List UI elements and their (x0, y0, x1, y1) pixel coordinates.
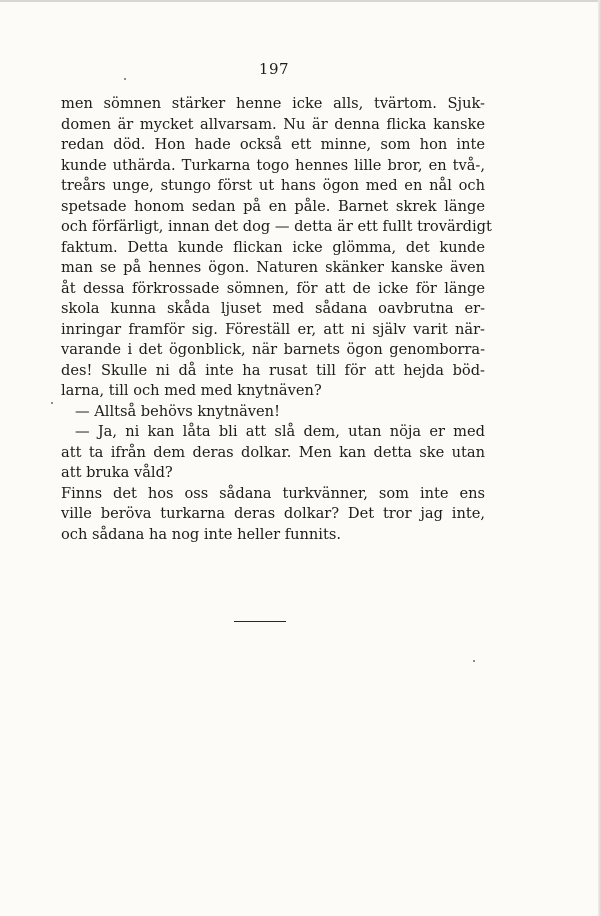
page-top-edge (0, 0, 601, 2)
text-line: men sömnen stärker henne icke alls, tvärtom. Sjuk- (61, 95, 485, 112)
text-line: treårs unge, stungo först ut hans ögon med en nål och (61, 177, 485, 194)
page-number: 197 (258, 60, 290, 78)
text-line: des! Skulle ni då inte ha rusat till för att hejda böd- (61, 361, 485, 379)
section-end-rule (234, 621, 286, 622)
text-line: domen är mycket allvarsam. Nu är denna flicka kanske (61, 115, 485, 133)
text-line: inringar framför sig. Föreställ er, att ni själv varit när- (61, 320, 485, 338)
paper-speck (473, 660, 475, 662)
text-line: redan död. Hon hade också ett minne, som hon inte (61, 136, 485, 153)
paper-speck (51, 402, 53, 404)
text-line: kunde uthärda. Turkarna togo hennes lille bror, en två-, (61, 156, 485, 174)
text-line: att bruka våld? (61, 464, 173, 481)
text-line: åt dessa förkrossade sömnen, för att de icke för länge (61, 279, 485, 297)
text-line: att ta ifrån dem deras dolkar. Men kan detta ske utan (61, 443, 485, 461)
dialogue-line: — Alltså behövs knytnäven! (75, 402, 280, 420)
text-line: ville beröva turkarna deras dolkar? Det tror jag inte, (61, 505, 485, 522)
text-line: Finns det hos oss sådana turkvänner, som inte ens (61, 484, 485, 502)
body-text (61, 94, 492, 545)
text-line: varande i det ögonblick, när barnets ögon genomborra- (61, 341, 485, 358)
text-line: spetsade honom sedan på en påle. Barnet skrek länge (61, 197, 485, 215)
dialogue-line: — Ja, ni kan låta bli att slå dem, utan nöja er med (75, 423, 485, 440)
text-line: faktum. Detta kunde flickan icke glömma, det kunde (61, 238, 485, 256)
text-line: och förfärligt, innan det dog — detta är ett fullt trovärdigt (61, 218, 492, 235)
text-line: larna, till och med med knytnäven? (61, 382, 322, 399)
text-line: skola kunna skåda ljuset med sådana oavbrutna er- (61, 300, 485, 317)
text-line: man se på hennes ögon. Naturen skänker kanske även (61, 259, 485, 276)
paper-speck (124, 78, 126, 80)
text-line: och sådana ha nog inte heller funnits. (61, 525, 341, 543)
